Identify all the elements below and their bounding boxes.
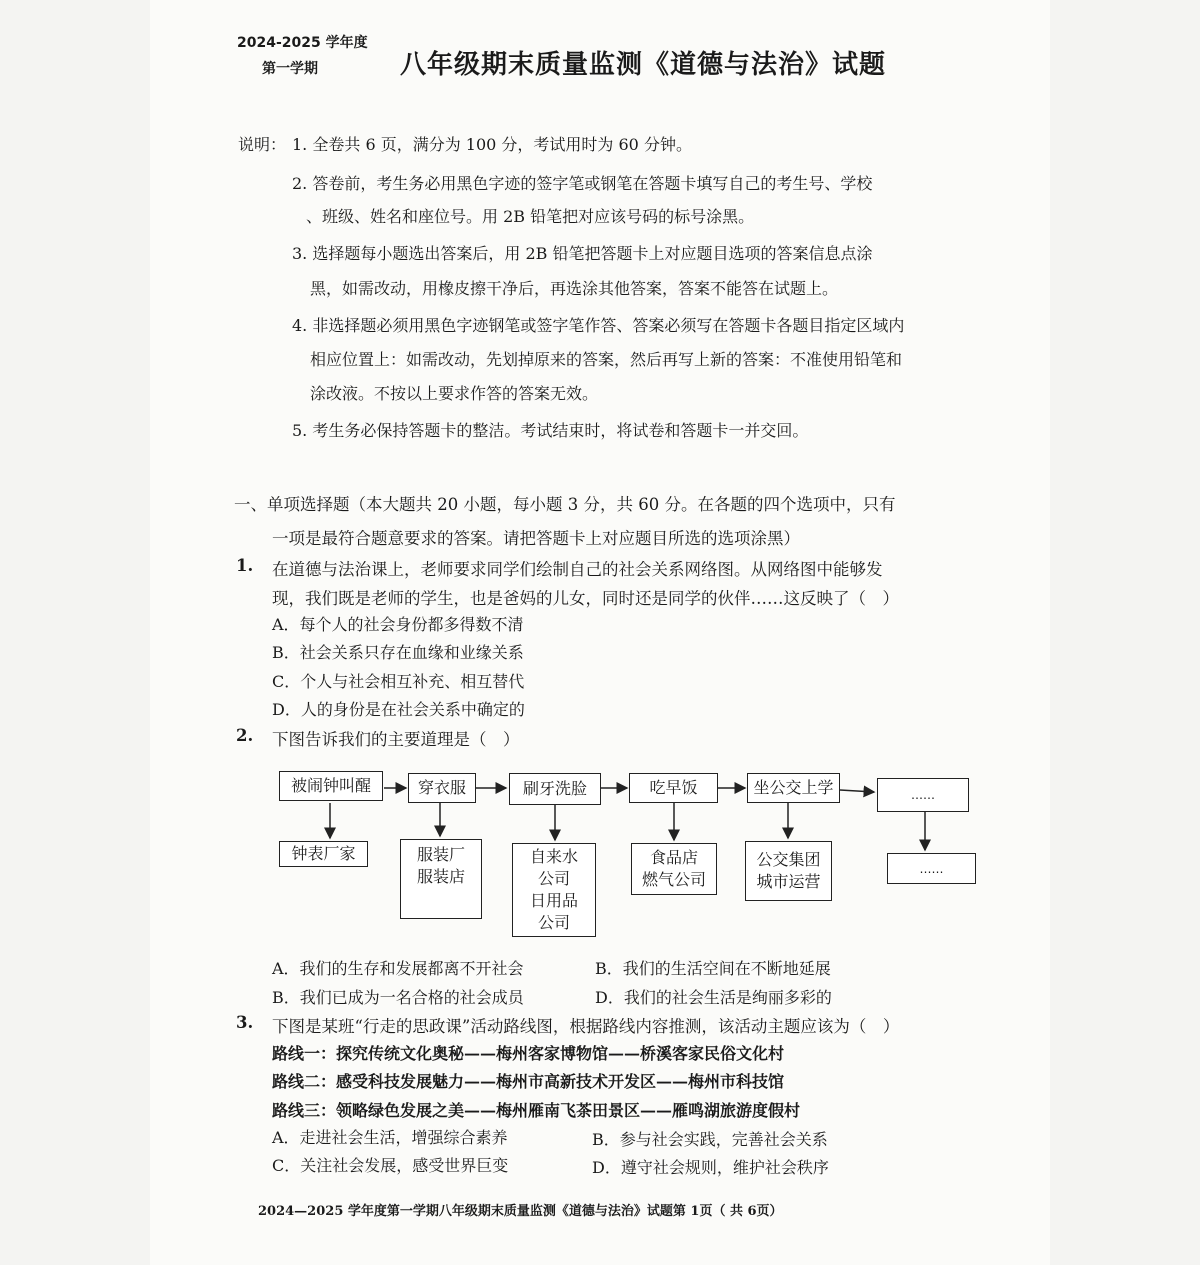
question-stem: 下图是某班“行走的思政课”活动路线图，根据路线内容推测，该活动主题应该为（ ） (272, 1017, 900, 1036)
option-a: A．每个人的社会身份都多得数不清 (272, 615, 524, 634)
option-b: B．参与社会实践，完善社会关系 (592, 1130, 828, 1149)
question-number: 3. (236, 1013, 254, 1032)
route-line: 路线二：感受科技发展魅力——梅州市高新技术开发区——梅州市科技馆 (272, 1072, 785, 1091)
option-a: A．我们的生存和发展都离不开社会 (272, 959, 524, 978)
school-year: 2024-2025 学年度 (237, 35, 368, 51)
question-number: 1. (236, 556, 254, 575)
flow-step-box: 吃早饭 (629, 773, 718, 803)
instruction-line: 涂改液。不按以上要求作答的答案无效。 (310, 384, 599, 403)
option-b: B．社会关系只存在血缘和业缘关系 (272, 643, 524, 662)
flow-provider-box: …… (887, 853, 976, 884)
route-line: 路线一：探究传统文化奥秘——梅州客家博物馆——桥溪客家民俗文化村 (272, 1044, 785, 1063)
instructions-label: 说明： (238, 135, 287, 154)
option-c: C．关注社会发展，感受世界巨变 (272, 1156, 509, 1175)
option-d: D．我们的社会生活是绚丽多彩的 (595, 988, 832, 1007)
option-c: C．个人与社会相互补充、相互替代 (272, 672, 525, 691)
flow-provider-box: 钟表厂家 (279, 841, 368, 867)
flow-step-box: 刷牙洗脸 (509, 773, 601, 805)
flow-provider-box: 食品店 燃气公司 (631, 843, 717, 895)
instruction-line: 4. 非选择题必须用黑色字迹钢笔或签字笔作答、答案必须写在答题卡各题目指定区域内 (292, 316, 905, 335)
question-stem: 在道德与法治课上，老师要求同学们绘制自己的社会关系网络图。从网络图中能够发 (272, 560, 883, 579)
term: 第一学期 (262, 61, 318, 77)
flow-step-box: 坐公交上学 (747, 773, 840, 803)
option-b: B．我们已成为一名合格的社会成员 (272, 988, 524, 1007)
instruction-line: 2. 答卷前，考生务必用黑色字迹的签字笔或钢笔在答题卡填写自己的考生号、学校 (292, 174, 873, 193)
flow-provider-box: 自来水 公司 日用品 公司 (512, 843, 596, 937)
flow-step-box: 被闹钟叫醒 (279, 771, 383, 801)
flow-step-box: …… (877, 778, 969, 812)
instruction-line: 5. 考生务必保持答题卡的整洁。考试结束时，将试卷和答题卡一并交回。 (292, 421, 809, 440)
instruction-line: 、班级、姓名和座位号。用 2B 铅笔把对应该号码的标号涂黑。 (306, 207, 755, 226)
option-d: D．人的身份是在社会关系中确定的 (272, 700, 525, 719)
option-a: A．走进社会生活，增强综合素养 (272, 1128, 508, 1147)
option-b: B．我们的生活空间在不断地延展 (595, 959, 831, 978)
option-d: D．遵守社会规则，维护社会秩序 (592, 1158, 829, 1177)
question-stem: 现，我们既是老师的学生，也是爸妈的儿女，同时还是同学的伙伴……这反映了（ ） (272, 589, 899, 608)
flow-provider-box: 公交集团 城市运营 (745, 841, 832, 901)
section-heading: 一、单项选择题（本大题共 20 小题，每小题 3 分，共 60 分。在各题的四个选项中，只有 (234, 495, 896, 514)
page-title: 八年级期末质量监测《道德与法治》试题 (400, 50, 887, 80)
section-heading-cont: 一项是最符合题意要求的答案。请把答题卡上对应题目所选的选项涂黑） (272, 529, 800, 548)
instruction-line: 黑，如需改动，用橡皮擦干净后，再选涂其他答案，答案不能答在试题上。 (310, 279, 839, 298)
flow-provider-box: 服装厂 服装店 (400, 839, 482, 919)
instruction-line: 3. 选择题每小题选出答案后，用 2B 铅笔把答题卡上对应题目选项的答案信息点涂 (292, 244, 873, 263)
route-line: 路线三：领略绿色发展之美——梅州雁南飞茶田景区——雁鸣湖旅游度假村 (272, 1101, 801, 1120)
instruction-line: 相应位置上：如需改动，先划掉原来的答案，然后再写上新的答案：不准使用铅笔和 (310, 350, 903, 369)
flow-step-box: 穿衣服 (408, 773, 476, 803)
instruction-line: 1. 全卷共 6 页，满分为 100 分，考试用时为 60 分钟。 (292, 135, 692, 154)
page-footer: 2024—2025 学年度第一学期八年级期末质量监测《道德与法治》试题第 1页（ 共 6页） (258, 1204, 783, 1219)
question-number: 2. (236, 726, 254, 745)
question-stem: 下图告诉我们的主要道理是（ ） (272, 730, 520, 749)
